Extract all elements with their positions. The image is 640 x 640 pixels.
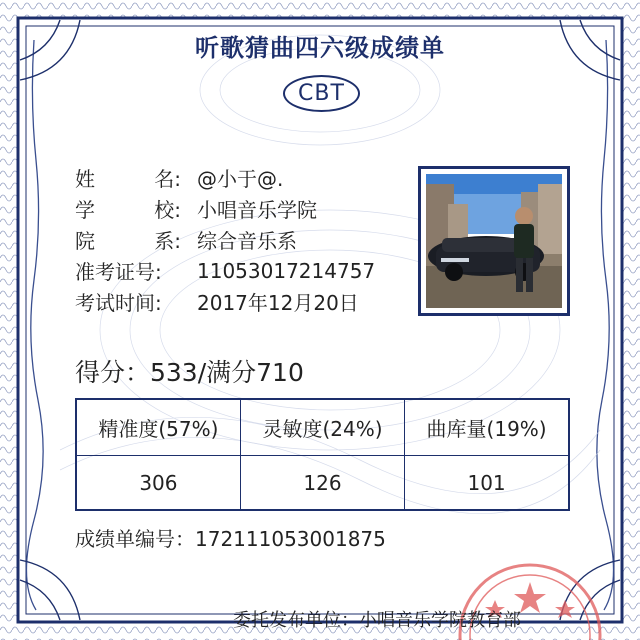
value-accuracy: 306: [76, 456, 240, 511]
info-row-school: [75, 193, 375, 224]
info-key-department-1: 院: [75, 229, 95, 253]
info-value-name: @小于@.: [197, 167, 284, 191]
student-photo-frame: [418, 166, 570, 316]
info-row-exam-date: [75, 286, 375, 317]
score-breakdown-table: [75, 398, 570, 511]
info-key-department-2: 系:: [154, 229, 181, 253]
info-value-exam-id: 11053017214757: [197, 258, 376, 283]
info-row-department: [75, 224, 375, 255]
info-row-name: [75, 162, 375, 193]
info-key-exam-date: 考试时间:: [75, 291, 162, 315]
header-repertoire: 曲库量(19%): [405, 399, 569, 456]
info-key-exam-id: 准考证号:: [75, 260, 162, 284]
info-key-school-1: 学: [75, 198, 95, 222]
info-row-exam-id: [75, 255, 375, 286]
cbt-badge: CBT: [283, 75, 360, 112]
report-title: 听歌猜曲四六级成绩单: [195, 34, 445, 62]
report-number: 成绩单编号：172111053001875: [75, 527, 386, 551]
table-row: [76, 456, 569, 511]
value-sensitivity: 126: [240, 456, 404, 511]
info-key-name-2: 名:: [154, 167, 181, 191]
info-value-exam-date: 2017年12月20日: [197, 291, 359, 315]
issuer-line: 委托发布单位：小唱音乐学院教育部: [233, 610, 521, 631]
table-header-row: [76, 399, 569, 456]
student-photo: [426, 174, 562, 308]
student-info: [75, 162, 375, 317]
info-value-school: 小唱音乐学院: [197, 198, 317, 222]
info-key-name-1: 姓: [75, 167, 95, 191]
info-value-department: 综合音乐系: [197, 229, 297, 253]
header-accuracy: 精准度(57%): [76, 399, 240, 456]
value-repertoire: 101: [405, 456, 569, 511]
header-sensitivity: 灵敏度(24%): [240, 399, 404, 456]
photo-illustration: [426, 174, 562, 308]
score-line: 得分：533/满分710: [75, 358, 304, 387]
info-key-school-2: 校:: [154, 198, 181, 222]
